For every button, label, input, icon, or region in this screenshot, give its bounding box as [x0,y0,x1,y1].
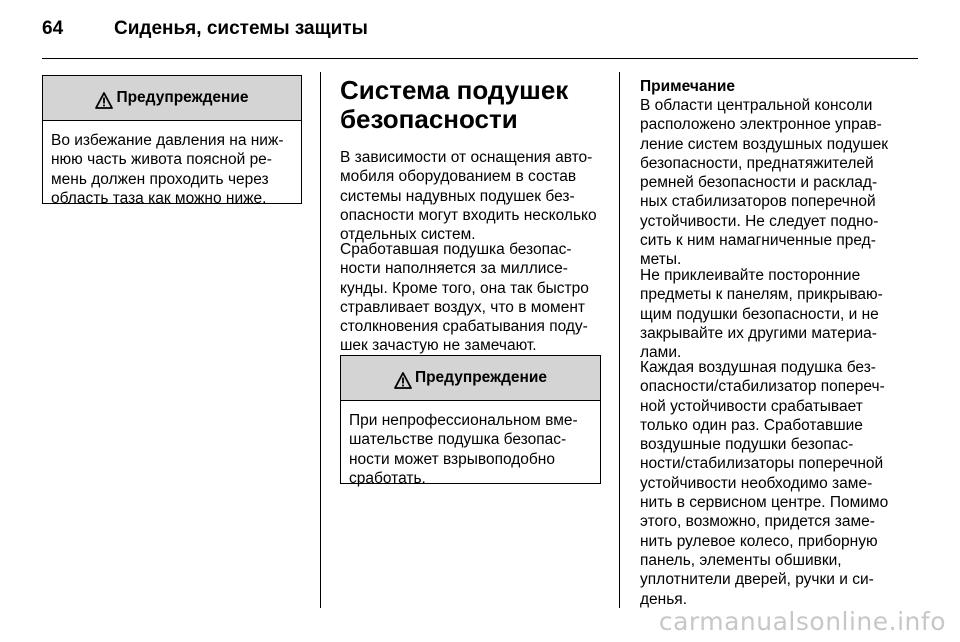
warning-line: мень должен проходить через [51,170,269,188]
text-line: В зависимости от оснащения авто- [340,149,593,166]
section-title: Сиденья, системы защиты [114,18,368,39]
text-line: отдельных систем. [340,226,476,244]
text-line: уплотнители дверей, ручки и си- [640,571,874,589]
warning-line: сработать. [349,469,426,487]
warning-line: область таза как можно ниже. [51,189,267,207]
text-line: Каждая воздушная подушка без- [640,359,876,376]
warning-box-belt [42,75,302,207]
text-line: столкновения срабатывания поду- [340,318,588,336]
header-rule [42,58,918,59]
warning-triangle-icon [394,372,412,389]
warning-line: шательстве подушка безопас- [349,431,567,449]
airbag-section-title [340,76,568,134]
page-number: 64 [42,18,64,39]
text-line: опасности могут входить несколько [340,206,597,224]
warning-heading [43,76,301,121]
warning-heading [341,356,600,401]
note-heading: Примечание [640,78,735,95]
title-line: безопасности [340,104,518,134]
text-line: ной устойчивости срабатывает [640,397,863,415]
text-line: ности наполняется за миллисе- [340,260,568,278]
text-line: кунды. Кроме того, она так быстро [340,279,589,297]
text-line: В области центральной консоли [640,97,873,114]
text-line: нить в сервисном центре. Помимо [640,494,889,512]
text-line: устойчивости. Не следует подно- [640,212,879,230]
warning-line: ности может взрывоподобно [349,450,555,468]
warning-triangle-icon [95,92,113,109]
text-line: мобиля оборудованием в состав [340,168,577,186]
column-divider-1 [320,72,321,608]
text-line: системы надувных подушек без- [340,187,575,205]
no-stickers-paragraph [640,266,920,362]
warning-line: нюю часть живота поясной ре- [51,151,272,169]
watermark: carmanualsonline.info [658,607,946,636]
text-line: устойчивости необходимо заме- [640,474,873,492]
text-line: закрывайте их другими материа- [640,324,877,342]
warning-box-airbag [340,355,601,487]
text-line: воздушные подушки безопас- [640,436,854,454]
text-line: щим подушки безопасности, и не [640,305,879,323]
replacement-paragraph [640,358,920,609]
text-line: шек зачастую не замечают. [340,337,537,355]
warning-body [43,121,301,208]
text-line: ности/стабилизаторы поперечной [640,455,884,473]
warning-heading-text: Предупреждение [414,369,548,386]
title-line: Система подушек [340,75,569,105]
text-line: ных стабилизаторов поперечной [640,193,876,211]
text-line: этого, возможно, придется заме- [640,513,875,531]
text-line: расположено электронное управ- [640,116,882,134]
text-line: сить к ним намагниченные пред- [640,232,876,250]
text-line: только один раз. Сработавшие [640,416,863,434]
warning-heading-text: Предупреждение [116,89,249,106]
text-line: денья. [640,590,687,608]
text-line: ремней безопасности и расклад- [640,174,878,192]
text-line: лами. [640,344,682,362]
page-header [42,18,368,42]
warning-line: При непрофессиональном вме- [349,412,578,429]
text-line: стравливает воздух, что в момент [340,298,585,316]
airbag-intro-paragraph [340,148,610,244]
note-paragraph [640,96,920,270]
text-line: нить рулевое колесо, приборную [640,532,878,550]
text-line: предметы к панелям, прикрываю- [640,286,883,304]
text-line: меты. [640,251,682,269]
text-line: опасности/стабилизатор попереч- [640,378,885,396]
text-line: Сработавшая подушка безопас- [340,241,572,258]
column-divider-2 [619,72,620,608]
warning-line: Во избежание давления на ниж- [51,132,284,149]
warning-body [341,401,600,488]
airbag-deploy-paragraph [340,240,610,356]
text-line: безопасности, преднатяжителей [640,154,874,172]
text-line: ление систем воздушных подушек [640,135,889,153]
text-line: Не приклеивайте посторонние [640,267,861,284]
text-line: панель, элементы обшивки, [640,551,842,569]
